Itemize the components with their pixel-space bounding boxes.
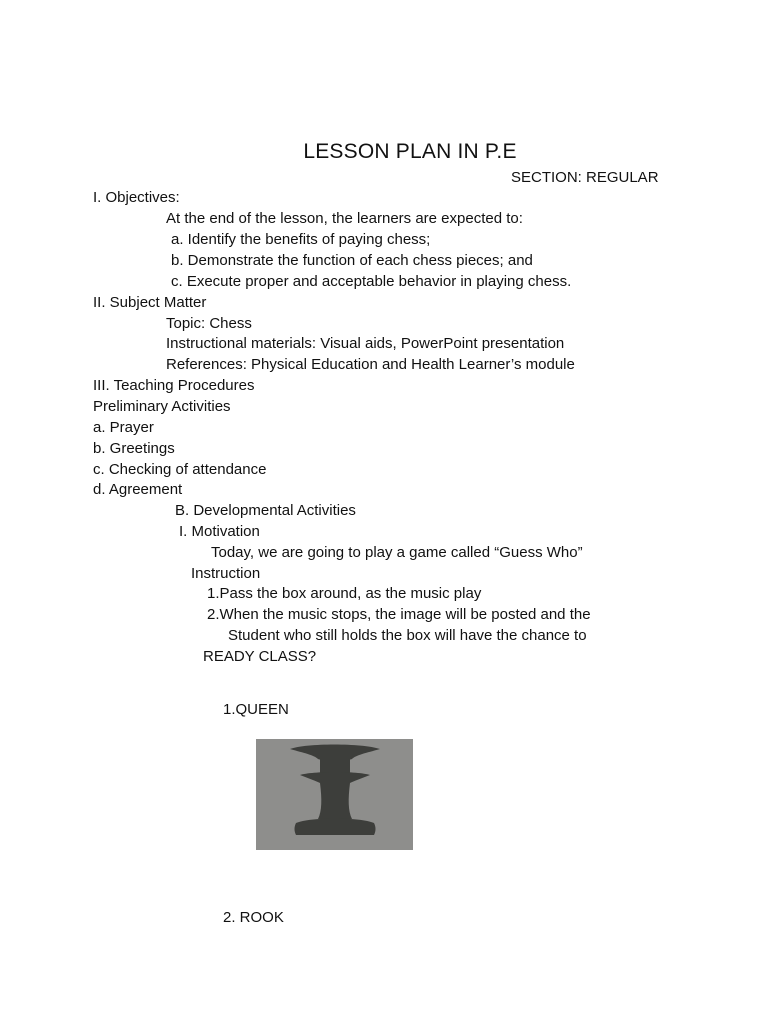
preliminary-item: a. Prayer bbox=[93, 419, 154, 436]
objective-c: c. Execute proper and acceptable behavior in playing chess. bbox=[171, 273, 572, 290]
instruction-step: 1.Pass the box around, as the music play bbox=[207, 585, 482, 602]
references-line: References: Physical Education and Health Learner’s module bbox=[166, 356, 575, 373]
objectives-intro: At the end of the lesson, the learners are expected to: bbox=[166, 210, 523, 227]
developmental-heading: B. Developmental Activities bbox=[175, 502, 356, 519]
materials-line: Instructional materials: Visual aids, PowerPoint presentation bbox=[166, 335, 565, 352]
preliminary-item: d. Agreement bbox=[93, 481, 183, 498]
ready-class-text: READY CLASS? bbox=[203, 648, 317, 665]
preliminary-item: b. Greetings bbox=[93, 440, 175, 457]
objective-a: a. Identify the benefits of paying chess; bbox=[171, 231, 431, 248]
procedures-heading: III. Teaching Procedures bbox=[93, 377, 255, 394]
subject-matter-heading: II. Subject Matter bbox=[93, 294, 207, 311]
motivation-heading: I. Motivation bbox=[179, 523, 260, 540]
objective-b: b. Demonstrate the function of each chess pieces; and bbox=[171, 252, 533, 269]
section-label: SECTION: REGULAR bbox=[511, 169, 659, 186]
rook-label: 2. ROOK bbox=[223, 909, 284, 926]
instruction-heading: Instruction bbox=[191, 565, 261, 582]
motivation-text: Today, we are going to play a game called “Guess Who” bbox=[211, 544, 583, 561]
instruction-step-continued: Student who still holds the box will have the chance to bbox=[228, 627, 587, 644]
page-title: LESSON PLAN IN P.E bbox=[303, 140, 517, 163]
queen-label: 1.QUEEN bbox=[223, 701, 289, 718]
queen-silhouette-image bbox=[256, 739, 413, 850]
preliminary-heading: Preliminary Activities bbox=[93, 398, 231, 415]
preliminary-item: c. Checking of attendance bbox=[93, 461, 267, 478]
instruction-step: 2.When the music stops, the image will be posted and the bbox=[207, 606, 591, 623]
objectives-heading: I. Objectives: bbox=[93, 189, 180, 206]
topic-line: Topic: Chess bbox=[166, 315, 252, 332]
